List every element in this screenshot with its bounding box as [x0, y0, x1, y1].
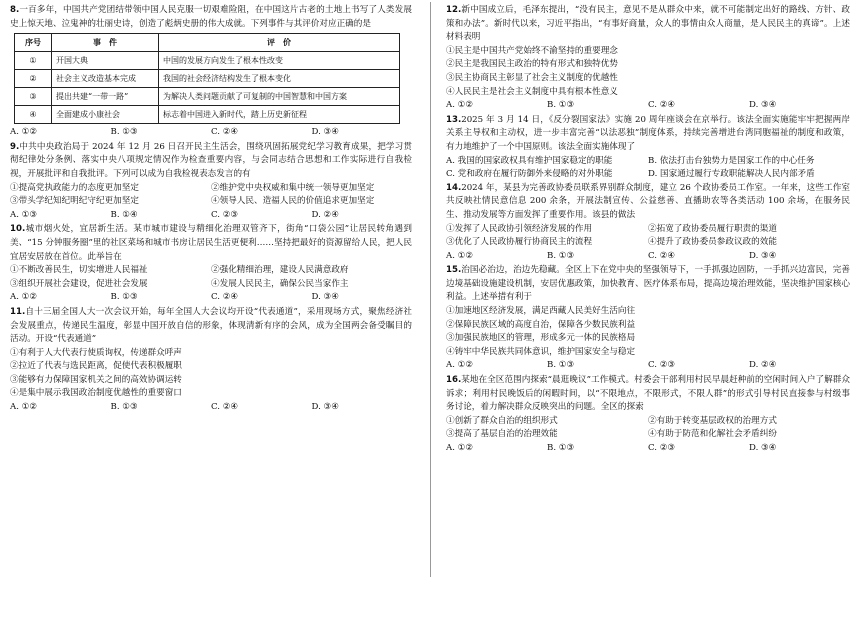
table-cell: ④	[15, 106, 52, 124]
table-cell: 全面建成小康社会	[52, 106, 159, 124]
statement-3: ③民主协商民主彰显了社会主义制度的优越性	[446, 72, 618, 83]
right-column	[446, 4, 850, 457]
choice-c[interactable]: C. 党和政府在履行防御外来侵略的对外职能	[446, 169, 613, 180]
choice-b[interactable]: B. ①③	[547, 250, 575, 261]
table-cell: 中国的发展方向发生了根本性改变	[159, 52, 400, 70]
column-header: 评 价	[159, 34, 400, 52]
statement-1: ①不断改善民生，切实增进人民福祉	[10, 265, 148, 276]
choice-d[interactable]: D. ③④	[311, 127, 339, 138]
statement-4: ④发展人民民主，确保公民当家作主	[211, 278, 349, 289]
column-header: 序号	[15, 34, 52, 52]
question-stem: 自十三届全国人大一次会议开始，每年全国人大会议均开设“代表通道”，采用现场方式，聚焦经济社会发展重点，传递民生温度，彰显中国开放自信的形象，体现清新有序的会风，成为全国两会备受瞩目的活动。开设“代表通道”	[10, 306, 412, 345]
statement-4: ④人民民主是社会主义制度中具有根本性意义	[446, 86, 618, 97]
question-number: 15.	[446, 265, 462, 276]
question-8	[10, 4, 412, 140]
choice-c[interactable]: C. ②③	[648, 443, 676, 453]
question-stem: 一百多年，中国共产党团结带领中国人民克服一切艰难险阻，在中国这片古老的土地上书写了人类发展史上惊天地、泣鬼神的壮丽史诗，创造了彪炳史册的伟大成就。下列事件与其评价对应正确的是	[10, 5, 412, 29]
table-row	[15, 70, 400, 88]
choice-a[interactable]: A. ①②	[446, 360, 474, 371]
left-column	[10, 4, 412, 416]
table-cell: 标志着中国进入新时代，踏上历史新征程	[159, 106, 400, 124]
choice-a[interactable]: A. 我国的国家政权具有维护国家稳定的职能	[446, 155, 613, 166]
question-stem: 城市烟火处，宜居新生活。某市城市建设与精细化治理双管齐下，街角“口袋公园”让居民转角遇到美、“15 分钟服务圈”里的社区菜场和城市书房让居民生活更便利……坚持把最好的资源留给人民，把人民宜居安居放在首位。此举旨在	[10, 224, 412, 262]
question-stem: 2025 年 3 月 14 日，《反分裂国家法》实施 20 周年座谈会在京举行。该法全面实施能牢牢把握两岸关系主导权和主动权，进一步丰富完善“以法恶独”制度体系，持续完善增进台湾同胞福祉的制度和政策，有力地维护了一个中国原则。该法全面实施体现了	[446, 114, 850, 152]
choice-a[interactable]: A. ①②	[10, 127, 38, 138]
column-divider	[430, 2, 431, 577]
choice-a[interactable]: A. ①②	[10, 402, 38, 413]
statement-4: ④是集中展示我国政治制度优越性的重要窗口	[10, 388, 182, 399]
question-9	[10, 141, 412, 223]
question-10	[10, 223, 412, 305]
statement-1: ①有利于人大代表行使质询权，传递群众呼声	[10, 347, 182, 358]
choice-d[interactable]: D. ③④	[749, 100, 777, 111]
statement-2: ②强化精细治理，建设人民满意政府	[211, 265, 349, 276]
question-number: 9.	[10, 141, 20, 152]
question-13	[446, 114, 850, 182]
statement-options	[10, 182, 412, 209]
table-cell: ②	[15, 70, 52, 88]
statement-4: ④铸牢中华民族共同体意识，维护国家安全与稳定	[446, 346, 636, 357]
statement-3: ③优化了人民政协履行协商民主的流程	[446, 237, 593, 248]
statement-options	[10, 264, 412, 291]
table-row	[15, 106, 400, 124]
statement-3: ③加强民族地区的管理，形成多元一体的民族格局	[446, 333, 636, 344]
statement-2: ②维护党中央权威和集中统一领导更加坚定	[211, 182, 375, 193]
choice-c[interactable]: C. ②③	[648, 360, 676, 371]
choice-b[interactable]: B. ①③	[547, 443, 575, 453]
question-12	[446, 4, 850, 113]
answer-choices	[10, 401, 412, 415]
answer-choices	[446, 250, 850, 264]
question-number: 8.	[10, 5, 20, 15]
table-cell: 为解决人类问题贡献了可复制的中国智慧和中国方案	[159, 88, 400, 106]
table-cell: ①	[15, 52, 52, 70]
statement-4: ④提升了政协委员参政议政的效能	[648, 237, 777, 248]
question-11	[10, 306, 412, 415]
statement-3: ③提高了基层自治的治理效能	[446, 429, 558, 440]
question-15	[446, 264, 850, 373]
choice-b[interactable]: B. ①③	[110, 127, 138, 138]
answer-choices	[10, 126, 412, 140]
question-number: 10.	[10, 224, 26, 235]
answer-choices	[446, 155, 850, 182]
question-stem: 2024 年，某县为完善政协委员联系界别群众制度，建立 26 个政协委员工作室。一年来，这些工作室共反映社情民意信息 200 余条，开展法制宣传、公益慈善、直播助农等各类活动 100 余场，在服务民生、推动发展等方面发挥了重要作用。该县的做法	[446, 182, 850, 220]
events-table	[14, 33, 400, 124]
choice-c[interactable]: C. ②④	[211, 402, 239, 413]
answer-choices	[446, 359, 850, 373]
table-cell: 提出共建“一带一路”	[52, 88, 159, 106]
choice-d[interactable]: D. ③④	[311, 292, 339, 303]
choice-b[interactable]: B. ①③	[547, 100, 575, 111]
statement-2: ②民主是我国民主政治的特有形式和独特优势	[446, 59, 618, 70]
choice-b[interactable]: B. 依法打击台独势力是国家工作的中心任务	[648, 155, 815, 166]
answer-choices	[446, 99, 850, 113]
choice-d[interactable]: D. ③④	[749, 443, 777, 453]
statement-3: ③带头学纪知纪明纪守纪更加坚定	[10, 196, 139, 207]
question-stem: 中共中央政治局于 2024 年 12 月 26 日召开民主生活会，围绕巩固拓展党纪学习教育成果，把学习贯彻纪律处分条例、落实中央八项规定情况作为检查重要内容，与会同志结合思想和工作实际进行自我检视，开展批评和自我批评。下列可以成为自我检视表态发言的有	[10, 141, 412, 179]
statement-options	[446, 223, 850, 250]
table-cell: 社会主义改造基本完成	[52, 70, 159, 88]
statement-4: ④领导人民、造福人民的价值追求更加坚定	[211, 196, 375, 207]
choice-a[interactable]: A. ①②	[446, 100, 474, 111]
choice-d[interactable]: D. ②④	[311, 209, 339, 220]
statement-2: ②有助于转变基层政权的治理方式	[648, 415, 777, 426]
answer-choices	[446, 442, 850, 456]
table-row	[15, 88, 400, 106]
answer-choices	[10, 209, 412, 223]
table-cell: 开国大典	[52, 52, 159, 70]
choice-a[interactable]: A. ①②	[446, 443, 474, 453]
question-number: 14.	[446, 182, 462, 193]
choice-b[interactable]: B. ①④	[110, 209, 138, 220]
statement-1: ①民主是中国共产党始终不渝坚持的重要理念	[446, 45, 618, 56]
statement-2: ②保障民族区域的高度自治，保障各少数民族利益	[446, 319, 636, 330]
choice-c[interactable]: C. ②④	[211, 292, 239, 303]
choice-b[interactable]: B. ①③	[110, 402, 138, 413]
question-number: 12.	[446, 5, 462, 15]
choice-b[interactable]: B. ①③	[547, 360, 575, 371]
choice-c[interactable]: C. ②④	[648, 250, 676, 261]
statement-3: ③能够有力保障国家机关之间的高效协调运转	[10, 374, 182, 385]
statement-2: ②拉近了代表与选民距离，促使代表积极履职	[10, 361, 182, 372]
table-header-row	[15, 34, 400, 52]
choice-d[interactable]: D. ②④	[749, 360, 777, 371]
question-number: 11.	[10, 306, 26, 317]
question-number: 13.	[446, 114, 462, 125]
choice-a[interactable]: A. ①③	[10, 209, 38, 220]
table-cell: 我国的社会经济结构发生了根本变化	[159, 70, 400, 88]
choice-c[interactable]: C. ②④	[648, 100, 676, 111]
statement-options	[446, 415, 850, 442]
statement-3: ③组织开展社会建设，促进社会发展	[10, 278, 148, 289]
choice-d[interactable]: D. 国家通过履行专政职能解决人民内部矛盾	[648, 169, 815, 180]
statement-1: ①创新了群众自治的组织形式	[446, 415, 558, 426]
statement-2: ②拓宽了政协委员履行职责的渠道	[648, 223, 777, 234]
statement-4: ④有助于防范和化解社会矛盾纠纷	[648, 429, 777, 440]
statement-1: ①加速地区经济发展，满足西藏人民美好生活向往	[446, 306, 636, 317]
choice-a[interactable]: A. ①②	[446, 250, 474, 261]
statement-1: ①提高党执政能力的态度更加坚定	[10, 182, 139, 193]
choice-c[interactable]: C. ②③	[211, 209, 239, 220]
table-row	[15, 52, 400, 70]
choice-b[interactable]: B. ①③	[110, 292, 138, 303]
question-14	[446, 182, 850, 264]
choice-d[interactable]: D. ③④	[749, 250, 777, 261]
answer-choices	[10, 291, 412, 305]
statement-1: ①发挥了人民政协引领经济发展的作用	[446, 223, 593, 234]
choice-a[interactable]: A. ①②	[10, 292, 38, 303]
question-stem: 某地在全区范围内探索“晨逛晚议”工作模式。村委会干部利用村民早晨赶种前的空闲时间入户了解群众诉求；利用村民晚饭后的闲暇时间，以“不限地点，不限形式，不限人群”的形式引导村民直接参与村级事务讨论，着力解决群众反映突出的问题。全区的探索	[446, 375, 850, 413]
column-header: 事 件	[52, 34, 159, 52]
question-stem: 治国必治边，治边先稳藏。全区上下在党中央的坚强领导下，一手抓强边固防，一手抓兴边富民，完善边境基础设施建设机制，安居优惠政策，加快教育、医疗体系布局，提高边境治理效能，坚决维护国家核心利益。上述举措有利于	[446, 265, 850, 303]
question-number: 16.	[446, 375, 462, 386]
choice-d[interactable]: D. ③④	[311, 402, 339, 413]
question-stem: 新中国成立后，毛泽东提出，“没有民主，意见不是从群众中来，就不可能制定出好的路线、方针、政策和办法”。新时代以来，习近平指出，“有事好商量，众人的事情由众人商量，是人民民主的真谛”。上述材料表明	[446, 5, 850, 43]
choice-c[interactable]: C. ②④	[211, 127, 239, 138]
question-16	[446, 374, 850, 456]
table-cell: ③	[15, 88, 52, 106]
